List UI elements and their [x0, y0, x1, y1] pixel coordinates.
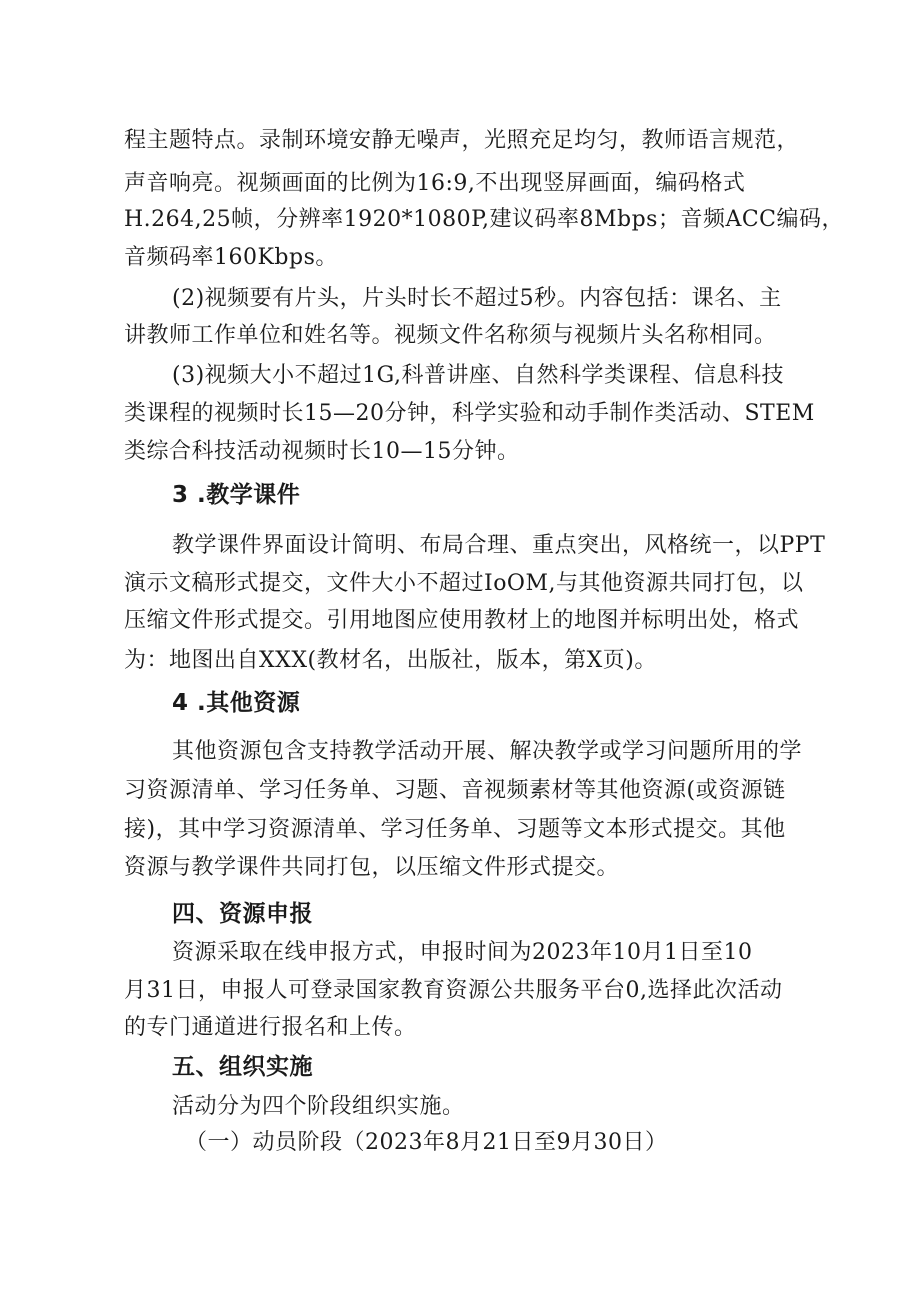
paragraph-line: 月31日，申报人可登录国家教育资源公共服务平台0,选择此次活动: [124, 978, 783, 1003]
paragraph-line: 习资源清单、学习任务单、习题、音视频素材等其他资源(或资源链: [124, 778, 786, 803]
paragraph-line: 压缩文件形式提交。引用地图应使用教材上的地图并标明出处，格式: [124, 608, 800, 633]
paragraph-line: 的专门通道进行报名和上传。: [124, 1015, 417, 1040]
paragraph-line: 为：地图出自XXX(教材名，出版社，版本，第X页)。: [124, 648, 657, 673]
paragraph-line: 类课程的视频时长15—20分钟，科学实验和动手制作类活动、STEM: [124, 401, 815, 426]
paragraph-line: 教学课件界面设计简明、布局合理、重点突出，风格统一，以PPT: [172, 533, 826, 558]
paragraph-line: 资源与教学课件共同打包，以压缩文件形式提交。: [124, 855, 620, 880]
section-heading: 4 .其他资源: [172, 690, 301, 716]
paragraph-line: 接)，其中学习资源清单、学习任务单、习题等文本形式提交。其他: [124, 817, 786, 842]
paragraph-line: H.264,25帧，分辨率1920*1080P,建议码率8Mbps；音频ACC编码，: [124, 207, 845, 232]
section-heading: 五、组织实施: [172, 1054, 313, 1080]
paragraph-line: 声音响亮。视频画面的比例为16:9,不出现竖屏画面，编码格式: [124, 171, 746, 196]
paragraph-line: 资源采取在线申报方式，申报时间为2023年10月1日至10: [172, 940, 753, 965]
paragraph-line: (2)视频要有片头，片头时长不超过5秒。内容包括：课名、主: [172, 286, 782, 311]
paragraph-line: 演示文稿形式提交，文件大小不超过IoOM,与其他资源共同打包，以: [124, 571, 804, 596]
section-heading: 四、资源申报: [172, 901, 313, 927]
paragraph-line: 活动分为四个阶段组织实施。: [172, 1094, 465, 1119]
paragraph-line: 讲教师工作单位和姓名等。视频文件名称须与视频片头名称相同。: [124, 323, 777, 348]
paragraph-line: 其他资源包含支持教学活动开展、解决教学或学习问题所用的学: [172, 739, 803, 764]
paragraph-line: 音频码率160Kbps。: [124, 245, 338, 270]
paragraph-line: (3)视频大小不超过1G,科普讲座、自然科学类课程、信息科技: [172, 363, 784, 388]
section-heading: 3 .教学课件: [172, 482, 301, 508]
paragraph-line: 类综合科技活动视频时长10—15分钟。: [124, 439, 520, 464]
paragraph-line: 程主题特点。录制环境安静无噪声，光照充足均匀，教师语言规范，: [124, 128, 800, 153]
subsection-line: （一）动员阶段（2023年8月21日至9月30日）: [185, 1130, 668, 1155]
